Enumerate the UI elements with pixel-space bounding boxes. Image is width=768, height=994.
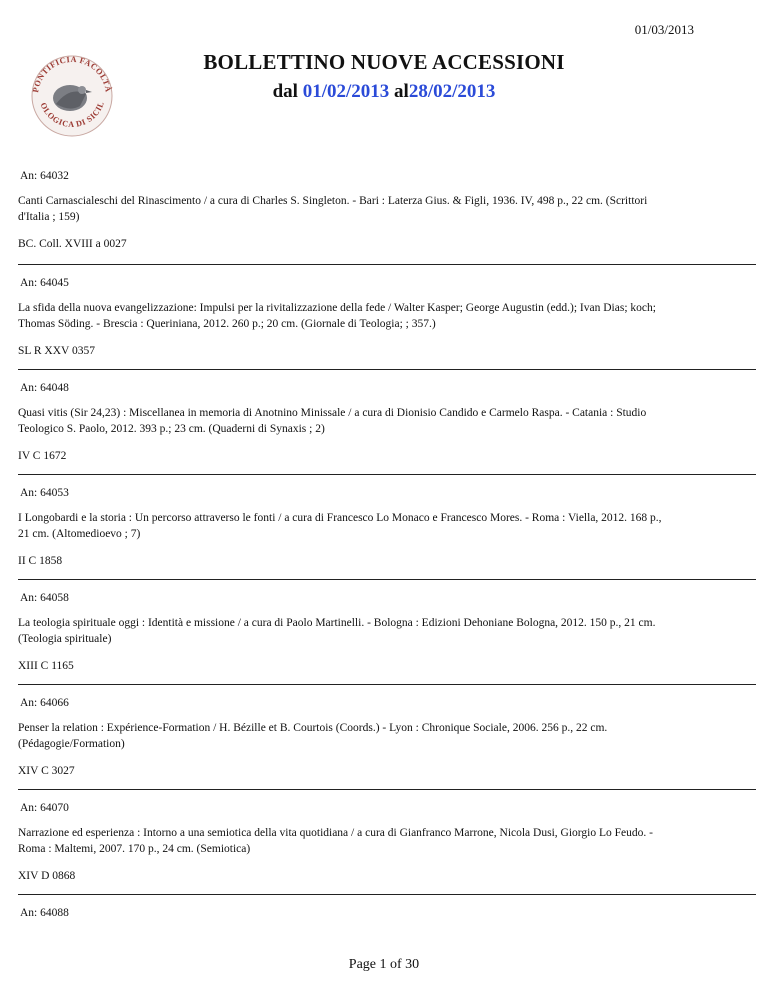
accession-list xyxy=(18,150,756,935)
accession-number: An: 64053 xyxy=(20,487,69,499)
shelf-collocation: SL R XXV 0357 xyxy=(18,345,95,357)
svg-text:TEOLOGICA DI SICILIA: OLOGICA DI SICIL xyxy=(38,99,106,130)
bibliographic-description: La sfida della nuova evangelizzazione: Impulsi per la rivitalizzazione della fede / Walter Kasper; George Augustin (edd.); Ivan Dias; koch; Thomas Söding. - Brescia : Queriniana, 2012. 260 p.; 20 cm. (Giornale di Teologia; ; 357.) xyxy=(18,302,656,330)
accession-record xyxy=(18,790,756,895)
shelf-collocation: XIV D 0868 xyxy=(18,870,76,882)
bulletin-title: BOLLETTINO NUOVE ACCESSIONI xyxy=(203,50,565,74)
shelf-collocation: IV C 1672 xyxy=(18,450,67,462)
accession-number: An: 64045 xyxy=(20,277,69,289)
shelf-collocation: BC. Coll. XVIII a 0027 xyxy=(18,238,127,250)
date-to: 28/02/2013 xyxy=(408,81,496,102)
bibliographic-description: Narrazione ed esperienza : Intorno a una semiotica della vita quotidiana / a cura di Gianfranco Marrone, Nicola Dusi, Giorgio Lo Feudo. - Roma : Maltemi, 2007. 170 p., 24 cm. (Semiotica) xyxy=(18,827,653,855)
date-range-mid: al xyxy=(394,81,409,102)
bibliographic-description: Canti Carnascialeschi del Rinascimento / a cura di Charles S. Singleton. - Bari : Laterza Gius. & Figli, 1936. IV, 498 p., 22 cm. (Scrittori d'Italia ; 159) xyxy=(18,195,648,223)
shelf-collocation: II C 1858 xyxy=(18,555,63,567)
bibliographic-description: Quasi vitis (Sir 24,23) : Miscellanea in memoria di Anotnino Minissale / a cura di Dionisio Candido e Carmelo Raspa. - Catania : Studio Teologico S. Paolo, 2012. 393 p.; 23 cm. (Quaderni di Synaxis ; 2) xyxy=(18,407,647,435)
accession-number: An: 64070 xyxy=(20,802,69,814)
date-range-prefix: dal xyxy=(272,81,298,102)
accession-number: An: 64066 xyxy=(20,697,69,709)
svg-text:PONTIFICIA FACOLTÀ: PONTIFICIA FACOLTÀ xyxy=(31,54,113,94)
accession-record xyxy=(18,475,756,580)
accession-record xyxy=(18,685,756,790)
bulletin-date-range xyxy=(0,81,768,103)
bibliographic-description: La teologia spirituale oggi : Identità e missione / a cura di Paolo Martinelli. - Bologna : Edizioni Dehoniane Bologna, 2012. 150 p., 21 cm. (Teologia spirituale) xyxy=(18,617,656,645)
accession-record xyxy=(18,265,756,370)
accession-record xyxy=(18,580,756,685)
bibliographic-description: Penser la relation : Expérience-Formation / H. Bézille et B. Courtois (Coords.) - Lyon : Chronique Sociale, 2006. 256 p., 22 cm. (Pédagogie/Formation) xyxy=(18,722,608,750)
accession-number: An: 64048 xyxy=(20,382,69,394)
accession-record xyxy=(18,370,756,475)
bulletin-heading xyxy=(0,50,768,103)
shelf-collocation: XIII C 1165 xyxy=(18,660,74,672)
date-from: 01/02/2013 xyxy=(302,81,390,102)
accession-number: An: 64058 xyxy=(20,592,69,604)
accession-number: An: 64088 xyxy=(20,907,69,919)
shelf-collocation: XIV C 3027 xyxy=(18,765,75,777)
print-date: 01/03/2013 xyxy=(634,22,694,37)
bibliographic-description: I Longobardi e la storia : Un percorso attraverso le fonti / a cura di Francesco Lo Monaco e Francesco Mores. - Roma : Viella, 2012. 168 p., 21 cm. (Altomedioevo ; 7) xyxy=(18,512,662,540)
accession-record xyxy=(18,150,756,265)
accession-number: An: 64032 xyxy=(20,170,69,182)
accession-record xyxy=(18,895,756,935)
page-number: Page 1 of 30 xyxy=(348,957,420,972)
